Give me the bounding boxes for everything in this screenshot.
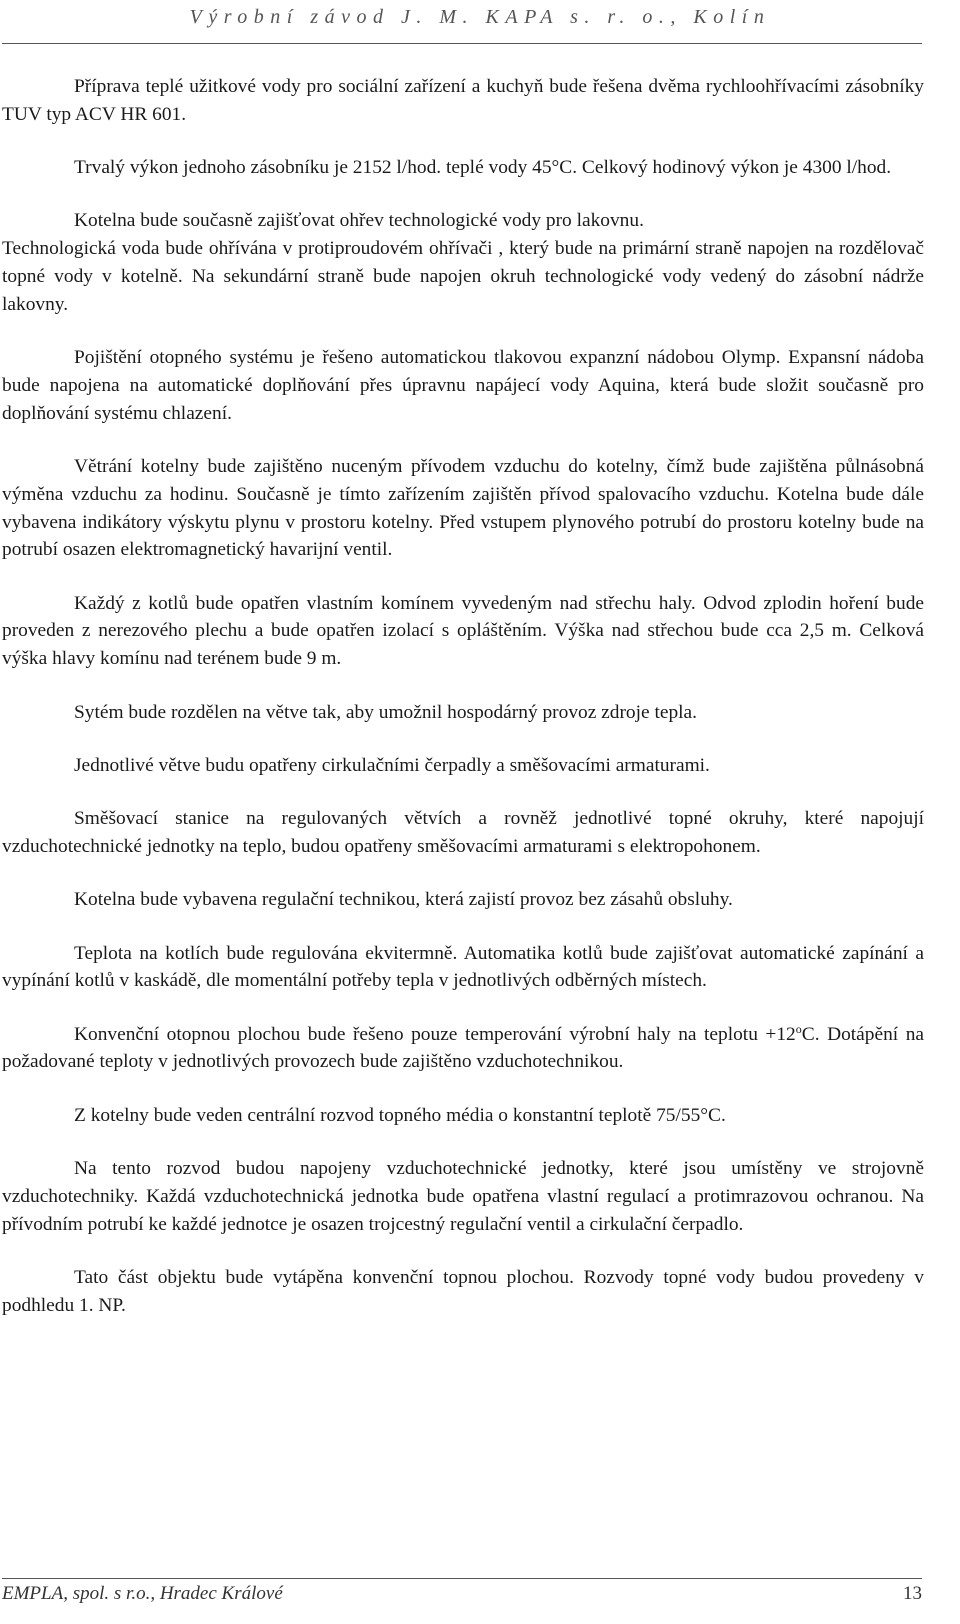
paragraph-chimney: Každý z kotlů bude opatřen vlastním komínem vyvedeným nad střechu haly. Odvod zplodin hoření bude proveden z nerezového plechu a bude opatřen izolací s opláštěním. Výška nad střechou bude cca 2,5 m. Celková výška hlavy komínu nad terénem bude 9 m. xyxy=(2,592,924,670)
document-body xyxy=(2,73,924,1345)
page-number: 13 xyxy=(903,1583,922,1604)
paragraph-output: Trvalý výkon jednoho zásobníku je 2152 l/hod. teplé vody 45°C. Celkový hodinový výkon je 4300 l/hod. xyxy=(74,157,892,179)
paragraph-boiler-tech-water: Kotelna bude současně zajišťovat ohřev technologické vody pro lakovnu. xyxy=(74,210,644,232)
footer-company: EMPLA, spol. s r.o., Hradec Králové xyxy=(2,1583,283,1604)
paragraph-expansion: Pojištění otopného systému je řešeno automatickou tlakovou expanzní nádobou Olymp. Expansní nádoba bude napojena na automatické doplňování přes úpravnu napájecí vody Aquina, která bude složit současně pro doplňování systému chlazení. xyxy=(2,347,924,424)
tempering-text-start: Konvenční otopnou plochou bude řešeno pouze temperování výrobní haly na teplotu +12 xyxy=(74,1023,796,1045)
paragraph-mixing-stations: Směšovací stanice na regulovaných větvích a rovněž jednotlivé topné okruhy, které napojují vzduchotechnické jednotky na teplo, budou opatřeny směšovacími armaturami s elektropohonem. xyxy=(2,808,924,857)
page-header: Výrobní závod J. M. KAPA s. r. o., Kolín xyxy=(189,6,771,28)
footer-rule xyxy=(2,1578,922,1579)
paragraph-regulation: Kotelna bude vybavena regulační technikou, která zajistí provoz bez zásahů obsluhy. xyxy=(74,889,733,911)
header-rule xyxy=(2,43,922,44)
paragraph-ahu-units: Na tento rozvod budou napojeny vzduchotechnické jednotky, které jsou umístěny ve strojovně vzduchotechniky. Každá vzduchotechnická jednotka bude opatřena vlastní regulací a protimrazovou ochranou. Na přívodním potrubí ke každé jednotce je osazen trojcestný regulační ventil a cirkulační čerpadlo. xyxy=(2,1158,924,1235)
paragraph-ventilation: Větrání kotelny bude zajištěno nuceným přívodem vzduchu do kotelny, čímž bude zajištěna půlnásobná výměna vzduchu za hodinu. Současně je tímto zařízením zajištěn přívod spalovacího vzduchu. Kotelna bude dále vybavena indikátory výskytu plynu v prostoru kotelny. Před vstupem plynového potrubí do prostoru kotelny bude na potrubí osazen elektromagnetický havarijní ventil. xyxy=(2,455,924,561)
paragraph-equithermal: Teplota na kotlích bude regulována ekvitermně. Automatika kotlů bude zajišťovat automatické zapínání a vypínání kotlů v kaskádě, dle momentální potřeby tepla v jednotlivých odběrných místech. xyxy=(2,942,924,992)
paragraph-tech-water: Technologická voda bude ohřívána v protiproudovém ohřívači , který bude na primární straně napojen na rozdělovač topné vody v kotelně. Na sekundární straně bude napojen okruh technologické vody vedený do zásobní nádrže lakovny. xyxy=(2,238,924,315)
paragraph-tempering xyxy=(2,1021,924,1077)
degree-superscript: o xyxy=(795,1021,802,1036)
paragraph-central-distribution: Z kotelny bude veden centrální rozvod topného média o konstantní teplotě 75/55°C. xyxy=(74,1104,726,1126)
paragraph-branches: Sytém bude rozdělen na větve tak, aby umožnil hospodárný provoz zdroje tepla. xyxy=(74,701,697,723)
paragraph-pumps: Jednotlivé větve budu opatřeny cirkulačními čerpadly a směšovacími armaturami. xyxy=(74,754,710,776)
paragraph-hot-water: Příprava teplé užitkové vody pro sociální zařízení a kuchyň bude řešena dvěma rychloohřívacími zásobníky TUV typ ACV HR 601. xyxy=(2,76,924,125)
paragraph-heating-surface: Tato část objektu bude vytápěna konvenční topnou plochou. Rozvody topné vody budou provedeny v podhledu 1. NP. xyxy=(2,1266,924,1316)
tempering-text-end: C. Dotápění na požadované teploty v jednotlivých provozech bude zajištěno vzduchotechnikou. xyxy=(2,1023,925,1073)
